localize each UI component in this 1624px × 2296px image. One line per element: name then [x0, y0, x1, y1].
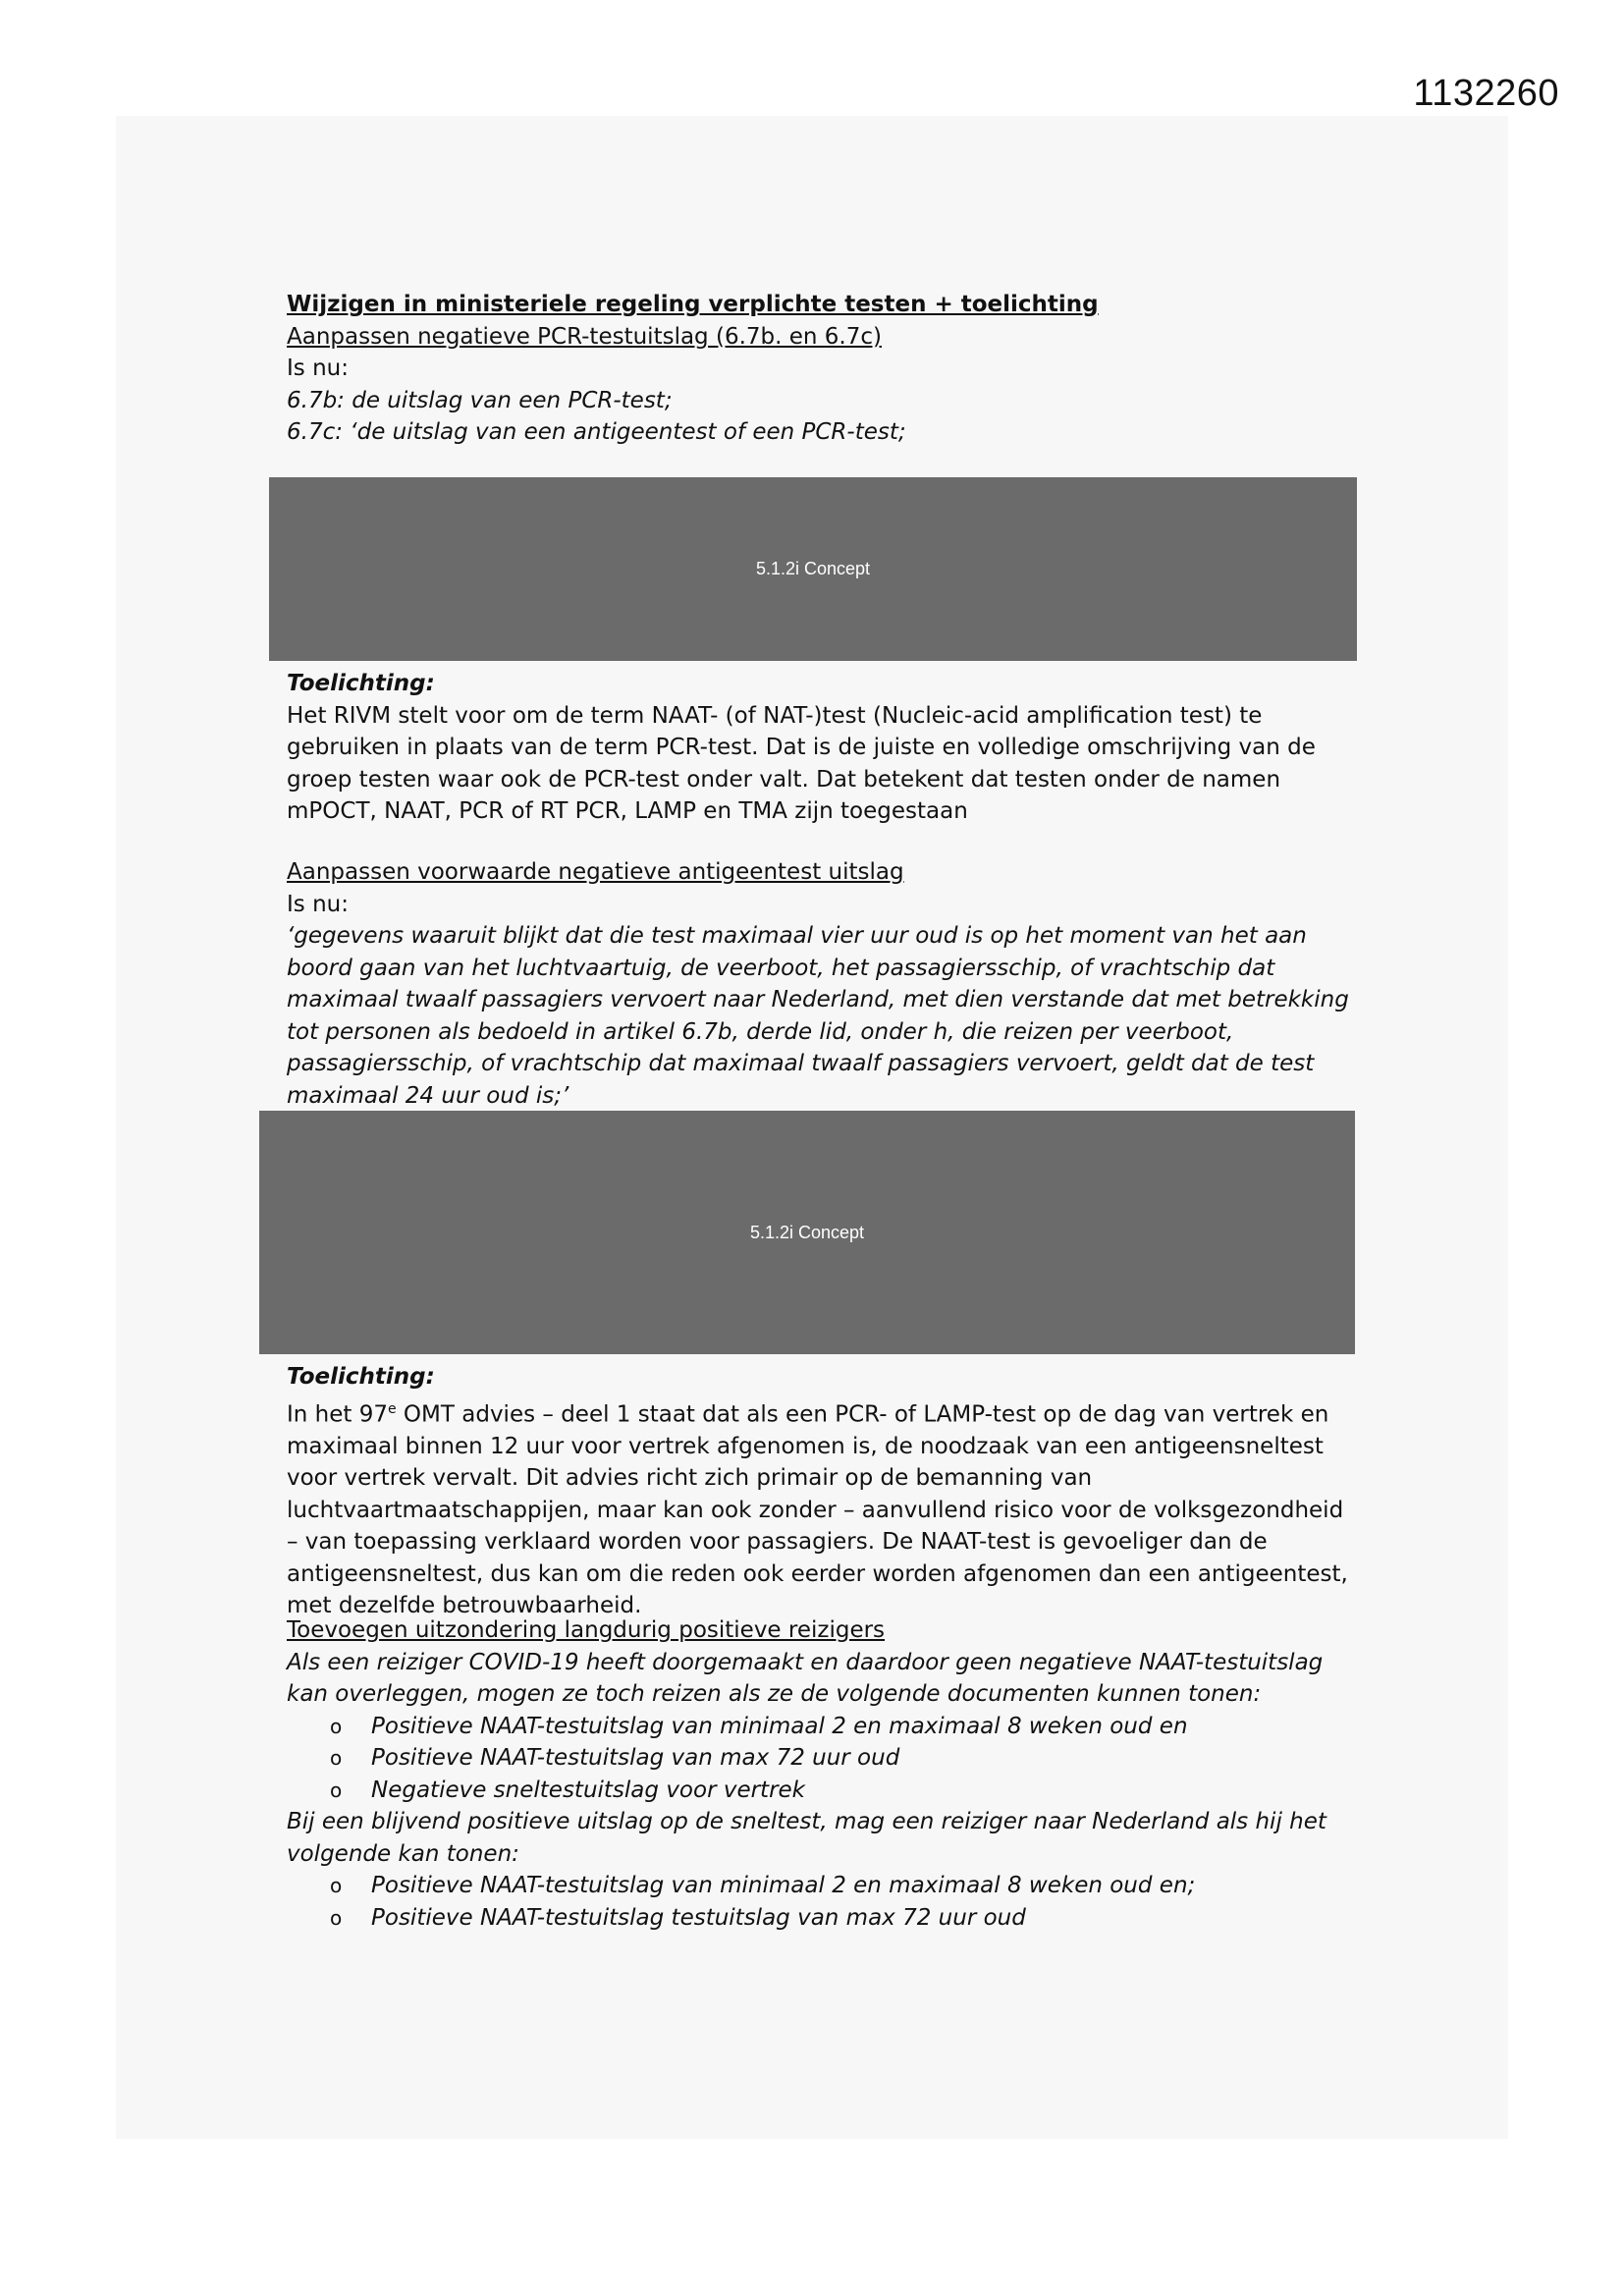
list-item-text: Positieve NAAT-testuitslag van max 72 uur oud — [371, 1745, 900, 1771]
list-item-text: Negatieve sneltestuitslag voor vertrek — [371, 1777, 805, 1803]
bullet-circle-icon: o — [330, 1714, 343, 1738]
document-list-2 — [287, 1870, 1357, 1934]
toelichting-2-text-start: In het 97 — [287, 1401, 388, 1428]
list-item — [287, 1775, 1357, 1807]
section-2-quote: ‘gegevens waaruit blijkt dat die test maximaal vier uur oud is op het moment van het aan boord gaan van het luchtvaartuig, de veerboot, het passagiersschip, of vrachtschip dat maximaal twaalf passagiers vervoert naar Nederland, met dien verstande dat met betrekking tot personen als bedoeld in artikel 6.7b, derde lid, onder h, die reizen per veerboot, passagiersschip, of vrachtschip dat maximaal twaalf passagiers vervoert, geldt dat de test maximaal 24 uur oud is;’ — [287, 923, 1349, 1109]
toelichting-2-text — [287, 1394, 1357, 1622]
bullet-circle-icon: o — [330, 1905, 343, 1930]
section-2-is-nu: Is nu: — [287, 891, 349, 917]
list-item — [287, 1870, 1357, 1902]
section-1-line: 6.7c: ‘de uitslag van een antigeentest of een PCR-test; — [287, 419, 906, 445]
section-1-is-nu: Is nu: — [287, 355, 349, 381]
list-item — [287, 1742, 1357, 1775]
bullet-circle-icon: o — [330, 1777, 343, 1802]
list-item-text: Positieve NAAT-testuitslag van minimaal 2 en maximaal 8 weken oud en; — [371, 1873, 1196, 1898]
redaction-box-1 — [269, 477, 1357, 661]
bullet-circle-icon: o — [330, 1746, 343, 1770]
redaction-box-2 — [259, 1111, 1355, 1354]
bullet-circle-icon: o — [330, 1874, 343, 1897]
list-item-text: Positieve NAAT-testuitslag testuitslag van max 72 uur oud — [371, 1904, 1026, 1931]
ordinal-superscript: e — [388, 1400, 397, 1417]
list-item — [287, 1902, 1357, 1935]
section-2 — [287, 856, 1357, 1112]
section-3 — [287, 1614, 1357, 1934]
toelichting-1-label: Toelichting: — [287, 671, 435, 696]
list-item-text: Positieve NAAT-testuitslag van minimaal 2 en maximaal 8 weken oud en — [371, 1713, 1188, 1739]
toelichting-2 — [287, 1361, 1357, 1622]
list-item — [287, 1711, 1357, 1743]
document-heading: Wijzigen in ministeriele regeling verplichte testen + toelichting — [287, 292, 1099, 317]
document-list-1 — [287, 1711, 1357, 1807]
redaction-label-2: 5.1.2i Concept — [749, 1222, 865, 1242]
section-1 — [287, 289, 1357, 449]
section-1-line: 6.7b: de uitslag van een PCR-test; — [287, 387, 673, 413]
section-2-title: Aanpassen voorwaarde negatieve antigeentest uitslag — [287, 859, 904, 885]
toelichting-1 — [287, 668, 1357, 828]
section-1-title: Aanpassen negatieve PCR-testuitslag (6.7b. en 6.7c) — [287, 323, 882, 350]
section-3-intro: Als een reiziger COVID-19 heeft doorgemaakt en daardoor geen negatieve NAAT-testuitslag kan overleggen, mogen ze toch reizen als ze de volgende documenten kunnen tonen: — [287, 1649, 1324, 1707]
toelichting-2-text-rest: OMT advies – deel 1 staat dat als een PCR- of LAMP-test op de dag van vertrek en maximaal binnen 12 uur voor vertrek afgenomen is, de noodzaak van een antigeensneltest voor vertrek vervalt. Dit advies richt zich primair op de bemanning van luchtvaartmaatschappijen, maar kan ook zonder – aanvullend risico voor de volksgezondheid – van toepassing verklaard worden voor passagiers. De NAAT-test is gevoeliger dan de antigeensneltest, dus kan om die reden ook eerder worden afgenomen dan een antigeentest, met dezelfde betrouwbaarheid. — [287, 1401, 1348, 1619]
section-3-intro-2: Bij een blijvend positieve uitslag op de sneltest, mag een reiziger naar Nederland als hij het volgende kan tonen: — [287, 1809, 1326, 1867]
document-id: 1132260 — [1413, 73, 1559, 114]
redaction-label-1: 5.1.2i Concept — [755, 559, 871, 578]
toelichting-2-label: Toelichting: — [287, 1364, 435, 1390]
section-3-title: Toevoegen uitzondering langdurig positieve reizigers — [287, 1617, 886, 1643]
toelichting-1-text: Het RIVM stelt voor om de term NAAT- (of NAT-)test (Nucleic-acid amplification test) te gebruiken in plaats van de term PCR-test. Dat is de juiste en volledige omschrijving van de groep testen waar ook de PCR-test onder valt. Dat betekent dat testen onder de namen mPOCT, NAAT, PCR of RT PCR, LAMP en TMA zijn toegestaan — [287, 702, 1316, 824]
